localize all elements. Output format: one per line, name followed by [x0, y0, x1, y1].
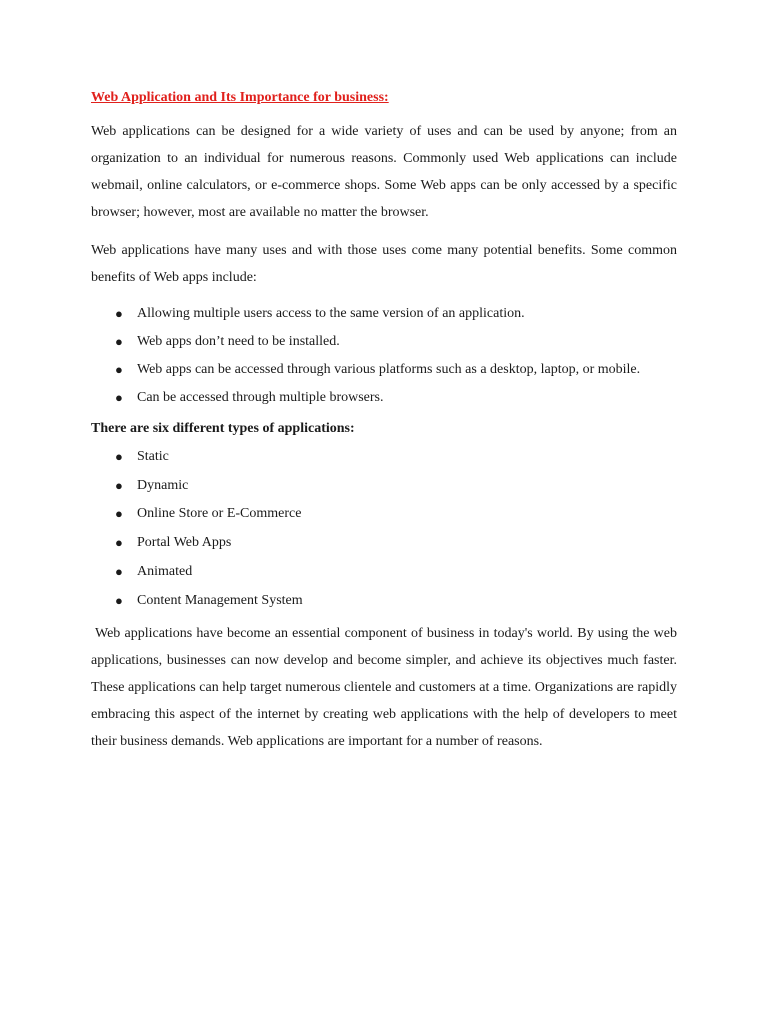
bullet-icon: ● — [115, 306, 123, 321]
bullet-icon: ● — [115, 362, 123, 377]
bullet-icon: ● — [115, 390, 123, 405]
list-item — [91, 529, 677, 558]
list-item-text: Dynamic — [137, 477, 189, 493]
list-item-text: Web apps can be accessed through various platforms such as a desktop, laptop, or mobile. — [137, 362, 641, 377]
types-heading: There are six different types of applications: — [91, 421, 355, 436]
bullet-icon: ● — [115, 449, 123, 464]
list-item-text: Content Management System — [137, 592, 303, 608]
bullet-icon: ● — [115, 477, 123, 493]
document-page — [91, 88, 677, 755]
benefits-intro-paragraph: Web applications have many uses and with those uses come many potential benefits. Some common benefits of Web apps include: — [91, 243, 677, 285]
list-item — [91, 472, 677, 501]
list-item-text: Portal Web Apps — [137, 535, 232, 551]
list-item — [91, 384, 677, 411]
closing-paragraph: Web applications have become an essential component of business in today's world. By using the web applications, businesses can now develop and become simpler, and achieve its objectives much faster. These applications can help target numerous clientele and customers at a time. Organizations are rapidly embracing this aspect of the internet by creating web applications with the help of developers to meet their business demands. Web applications are important for a number of reasons. — [91, 626, 677, 750]
intro-paragraph: Web applications can be designed for a wide variety of uses and can be used by anyone; from an organization to an individual for numerous reasons. Commonly used Web applications can include webmail, online calculators, or e-commerce shops. Some Web apps can be only accessed by a specific browser; however, most are available no matter the browser. — [91, 124, 677, 220]
bullet-icon: ● — [115, 334, 123, 349]
list-item — [91, 500, 677, 529]
list-item — [91, 558, 677, 587]
bullet-icon: ● — [115, 506, 123, 522]
list-item — [91, 328, 677, 355]
list-item-text: Allowing multiple users access to the same version of an application. — [137, 306, 525, 321]
benefits-list — [91, 300, 677, 411]
list-item-text: Static — [137, 449, 169, 464]
bullet-icon: ● — [115, 592, 123, 608]
list-item-text: Animated — [137, 563, 193, 579]
bullet-icon: ● — [115, 563, 123, 579]
list-item — [91, 443, 677, 472]
bullet-icon: ● — [115, 535, 123, 551]
list-item-text: Web apps don’t need to be installed. — [137, 334, 340, 349]
list-item — [91, 587, 677, 616]
list-item-text: Online Store or E-Commerce — [137, 506, 302, 522]
list-item — [91, 300, 677, 327]
document-title: Web Application and Its Importance for business: — [91, 90, 389, 105]
list-item — [91, 356, 677, 383]
types-list — [91, 443, 677, 615]
list-item-text: Can be accessed through multiple browsers. — [137, 390, 384, 405]
